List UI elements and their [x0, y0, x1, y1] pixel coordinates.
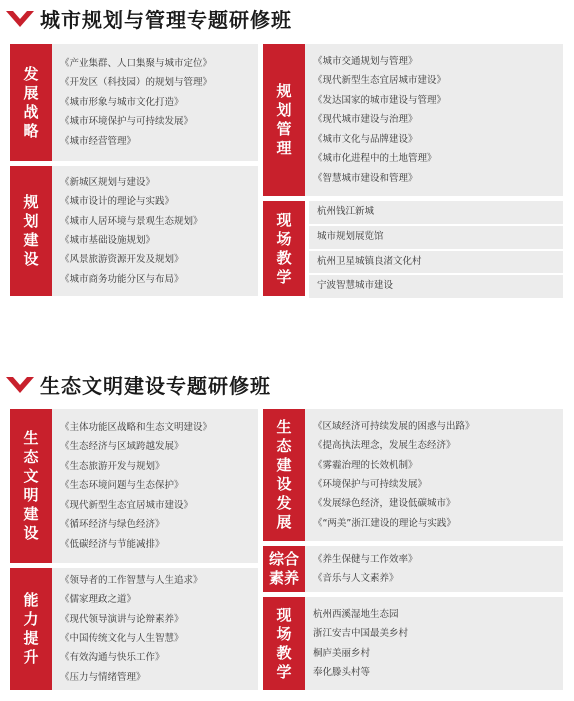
course-item: 《发展绿色经济，建设低碳城市》 — [313, 498, 456, 510]
course-item: 《城市基础设施规划》 — [60, 235, 156, 246]
panel-field-teaching-1 — [263, 201, 563, 296]
panel-label-char: 略 — [23, 121, 39, 140]
panel-label-char: 建 — [23, 231, 39, 249]
course-item: 《智慧城市建设和管理》 — [313, 172, 418, 184]
panel-label-char: 展 — [23, 83, 39, 102]
panel-label — [10, 44, 52, 161]
panel-label-char: 建 — [23, 505, 39, 523]
panel-label — [263, 409, 305, 541]
course-item: 《生态旅游开发与规划》 — [60, 460, 165, 472]
panel-label-char: 态 — [23, 448, 39, 466]
panel-label-char: 学 — [276, 662, 292, 681]
panel-label-char: 发 — [276, 494, 292, 512]
panel-label-char: 升 — [23, 648, 39, 666]
brand-chevron-icon — [6, 9, 34, 29]
course-item: 《现代城市建设与治理》 — [313, 114, 418, 126]
panel-items — [60, 568, 254, 690]
panel-label — [10, 409, 52, 563]
panel-label-char: 力 — [23, 610, 39, 628]
panel-label-char: 素养 — [268, 569, 299, 587]
panel-label-char: 战 — [23, 102, 39, 121]
course-item: 《中国传统文化与人生智慧》 — [60, 633, 184, 644]
panel-ecological-development — [263, 409, 563, 541]
section-title-ecology — [6, 370, 271, 399]
panel-label-char: 综合 — [268, 550, 299, 568]
course-item: 《发达国家的城市建设与管理》 — [313, 94, 447, 106]
panel-label-char: 态 — [276, 437, 292, 455]
course-item: 《儒家理政之道》 — [60, 594, 137, 606]
panel-label-char: 发 — [23, 64, 39, 83]
panel-label-char: 现 — [276, 210, 292, 229]
panel-label-char: 理 — [276, 139, 292, 157]
brand-chevron-icon — [6, 375, 34, 395]
panel-planning-construction — [10, 166, 258, 296]
course-item: 《产业集群、人口集聚与城市定位》 — [60, 57, 213, 69]
panel-items — [309, 201, 563, 296]
panel-label-char: 展 — [276, 513, 292, 531]
course-item: 《城市交通规划与管理》 — [313, 56, 418, 68]
course-item: 《城市环境保护与可持续发展》 — [60, 116, 194, 128]
course-item: 《“两美”浙江建设的理论与实践》 — [313, 517, 456, 529]
section-title-text: 城市规划与管理专题研修班 — [40, 8, 292, 32]
panel-items — [60, 409, 254, 563]
panel-ability-improvement — [10, 568, 258, 690]
panel-items — [60, 166, 254, 296]
panel-label-char: 学 — [276, 267, 292, 286]
panel-label-char: 提 — [23, 629, 39, 647]
course-item: 《生态环境问题与生态保护》 — [60, 480, 184, 492]
course-item: 《新城区规划与建设》 — [60, 176, 156, 188]
course-item: 《城市经营管理》 — [60, 135, 137, 147]
panel-items — [313, 597, 559, 690]
course-item: 《城市化进程中的土地管理》 — [313, 153, 437, 165]
course-item: 《城市商务功能分区与布局》 — [60, 273, 184, 285]
course-item: 《城市文化与品牌建设》 — [313, 133, 418, 145]
course-item: 《城市形象与城市文化打造》 — [60, 96, 184, 108]
course-item: 杭州卫星城镇良渚文化村 — [309, 251, 563, 275]
panel-items — [313, 409, 559, 541]
panel-label-char: 划 — [276, 101, 292, 119]
course-item: 《有效沟通与快乐工作》 — [60, 652, 165, 664]
course-item: 《压力与情绪管理》 — [60, 671, 146, 683]
course-item: 《生态经济与区域跨越发展》 — [60, 441, 184, 453]
course-item: 《主体功能区战略和生态文明建设》 — [60, 422, 213, 434]
course-item: 《城市设计的理论与实践》 — [60, 196, 175, 208]
course-item: 《城市人居环境与景观生态规划》 — [60, 215, 203, 227]
panel-label-char: 管 — [276, 120, 292, 138]
panel-label-char: 场 — [276, 624, 292, 643]
course-item: 《领导者的工作智慧与人生追求》 — [60, 574, 203, 586]
course-item: 《音乐与人文素养》 — [313, 573, 399, 584]
course-item: 《现代领导演讲与论辩素养》 — [60, 613, 184, 625]
course-item: 杭州钱江新城 — [309, 201, 563, 225]
section-title-urban — [6, 4, 292, 33]
panel-label-char: 设 — [23, 524, 39, 542]
panel-label — [263, 546, 305, 592]
panel-label — [263, 597, 305, 690]
course-item: 城市规划展览馆 — [309, 226, 563, 250]
panel-label-char: 生 — [276, 418, 292, 436]
panel-label-char: 教 — [276, 248, 292, 267]
course-item: 《区域经济可持续发展的困惑与出路》 — [313, 420, 475, 432]
panel-label-char: 能 — [23, 591, 39, 609]
panel-label — [10, 568, 52, 690]
course-item: 奉化滕头村等 — [313, 666, 371, 678]
panel-label-char: 明 — [23, 486, 39, 504]
section-title-text: 生态文明建设专题研修班 — [40, 374, 271, 398]
panel-planning-management — [263, 44, 563, 196]
course-item: 《现代新型生态宜居城市建设》 — [60, 499, 194, 511]
course-item: 《开发区（科技园）的规划与管理》 — [60, 77, 213, 89]
panel-items — [313, 546, 559, 592]
course-item: 《雾霾治理的长效机制》 — [313, 459, 418, 471]
panel-label-char: 规 — [23, 193, 39, 211]
panel-label — [10, 166, 52, 296]
panel-items — [60, 44, 254, 161]
panel-comprehensive-quality — [263, 546, 563, 592]
course-item: 《环境保护与可持续发展》 — [313, 479, 428, 490]
panel-label-char: 生 — [23, 429, 39, 447]
course-item: 《现代新型生态宜居城市建设》 — [313, 75, 447, 87]
course-item: 桐庐美丽乡村 — [313, 647, 371, 659]
panel-field-teaching-2 — [263, 597, 563, 690]
course-item: 《低碳经济与节能减排》 — [60, 538, 165, 550]
course-item: 《循环经济与绿色经济》 — [60, 519, 165, 531]
panel-ecological-civilization — [10, 409, 258, 563]
panel-label-char: 建 — [276, 456, 292, 474]
panel-label-char: 现 — [276, 605, 292, 624]
panel-label-char: 场 — [276, 229, 292, 248]
course-item: 浙江安吉中国最美乡村 — [313, 628, 409, 640]
panel-label-char: 规 — [276, 82, 292, 100]
course-item: 杭州西溪湿地生态园 — [313, 608, 399, 620]
panel-label — [263, 44, 305, 196]
panel-label-char: 教 — [276, 643, 292, 662]
panel-label-char: 划 — [23, 212, 39, 230]
course-item: 宁波智慧城市建设 — [309, 275, 563, 299]
panel-label-char: 设 — [23, 250, 39, 268]
panel-items — [313, 44, 559, 196]
panel-development-strategy — [10, 44, 258, 161]
course-item: 《养生保健与工作效率》 — [313, 553, 418, 565]
panel-label-char: 设 — [276, 475, 292, 493]
course-item: 《风景旅游资源开发及规划》 — [60, 254, 184, 266]
course-item: 《提高执法理念，发展生态经济》 — [313, 440, 456, 452]
panel-label-char: 文 — [23, 467, 39, 485]
panel-label — [263, 201, 305, 296]
